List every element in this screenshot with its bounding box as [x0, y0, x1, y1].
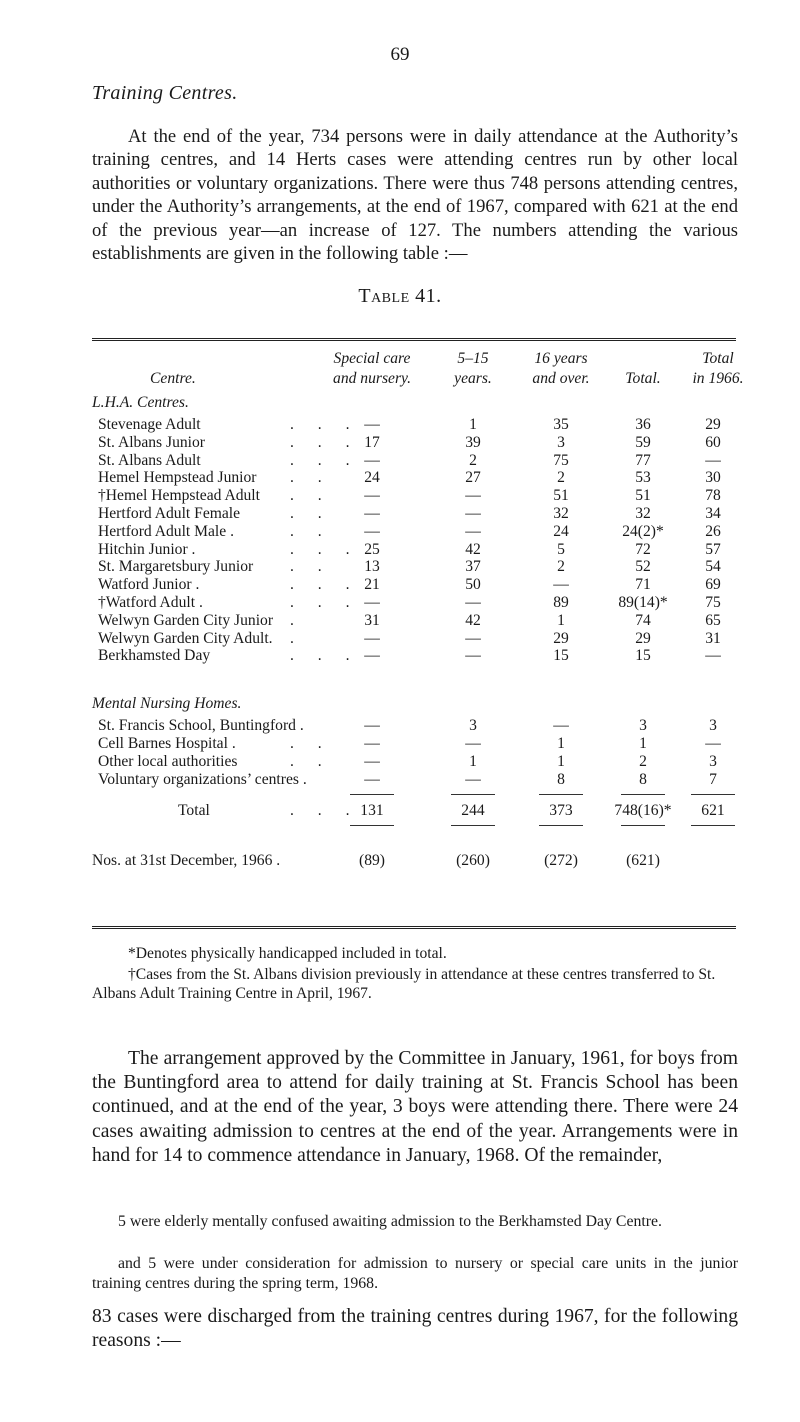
- cell-total-1966: 31: [705, 629, 721, 647]
- cell-5-15: 39: [465, 433, 481, 451]
- cell-special-care: 31: [364, 611, 380, 629]
- cell-total: 36: [635, 416, 651, 433]
- cell-16-over: 1: [557, 735, 565, 752]
- cell-special-care: —: [364, 735, 380, 752]
- row-leader-dots: . . .: [290, 540, 360, 558]
- cell-5-15: 2: [469, 451, 477, 469]
- header-16-years: 16 years: [534, 350, 588, 367]
- row-leader-dots: . .: [290, 558, 332, 576]
- footnote-transferred: †Cases from the St. Albans division previously in attendance at these centres transferred to St. Albans Adult Training Centre in April, 1967.: [92, 966, 716, 1002]
- header-16-years-2: and over.: [532, 370, 590, 387]
- row-leader-dots: . .: [290, 735, 332, 752]
- cell-total-1966: —: [705, 647, 721, 665]
- row-centre-name: Hertford Adult Female: [98, 505, 241, 522]
- cell-special-care: —: [364, 717, 380, 735]
- cell-5-15: —: [465, 487, 481, 505]
- cell-16-over: —: [553, 576, 569, 594]
- row-centre-name: Welwyn Garden City Adult.: [98, 629, 273, 647]
- footnote-handicapped: *Denotes physically handicapped included in total.: [128, 945, 447, 962]
- cell-5-15: —: [465, 735, 481, 752]
- total-rule: [621, 794, 665, 795]
- sub-item-nursery: and 5 were under consideration for admission to nursery or special care units in the junior training centres during the spring term, 1968.: [92, 1255, 738, 1292]
- cell-total: 74: [635, 611, 651, 629]
- total-16-over: 373: [549, 802, 573, 819]
- cell-16-over: 5: [557, 540, 565, 558]
- cell-total-1966: —: [705, 735, 721, 752]
- header-special-care: Special care: [333, 350, 411, 367]
- cell-special-care: —: [364, 522, 380, 540]
- cell-special-care: —: [364, 487, 380, 505]
- cell-special-care: 25: [364, 540, 380, 558]
- table-title: Table 41.: [358, 285, 442, 307]
- cell-total-1966: 30: [705, 469, 721, 487]
- total-rule: [621, 825, 665, 826]
- cell-total: 8: [639, 770, 647, 788]
- cell-total-1966: 26: [705, 522, 721, 540]
- cell-total-1966: 29: [705, 416, 721, 433]
- row-centre-name: †Watford Adult .: [98, 594, 203, 611]
- cell-total: 71: [635, 576, 651, 594]
- row-leader-dots: . .: [290, 752, 332, 770]
- row-centre-name: †Hemel Hempstead Adult: [98, 487, 260, 505]
- cell-16-over: 3: [557, 433, 565, 451]
- cell-total: 59: [635, 433, 651, 451]
- cell-total-1966: 60: [705, 433, 721, 451]
- prev-total: (621): [626, 852, 660, 869]
- cell-total-1966: 57: [705, 540, 721, 558]
- cell-total: 72: [635, 540, 651, 558]
- row-centre-name: Hemel Hempstead Junior: [98, 469, 257, 487]
- cell-total-1966: 34: [705, 505, 721, 522]
- total-rule: [451, 794, 495, 795]
- cell-total: 1: [639, 735, 647, 752]
- cell-16-over: 15: [553, 647, 569, 665]
- row-leader-dots: . .: [290, 487, 332, 505]
- paragraph-discharged: 83 cases were discharged from the training centres during 1967, for the following reasons :—: [92, 1306, 738, 1352]
- total-rule: [691, 825, 735, 826]
- header-5-15-2: years.: [454, 370, 492, 387]
- total-total-1966: 621: [701, 802, 725, 819]
- cell-total-1966: 7: [709, 770, 717, 788]
- table-bottom-rule: [92, 926, 736, 929]
- header-centre: Centre.: [150, 370, 196, 387]
- row-leader-dots: . . .: [290, 576, 360, 594]
- cell-total: 51: [635, 487, 651, 505]
- header-total-1966: Total: [702, 350, 734, 367]
- cell-16-over: 51: [553, 487, 569, 505]
- header-5-15: 5–15: [457, 350, 489, 367]
- total-special-care: 131: [360, 802, 384, 819]
- cell-5-15: 50: [465, 576, 481, 594]
- cell-total-1966: 3: [709, 717, 717, 735]
- cell-5-15: 3: [469, 717, 477, 735]
- cell-total: 3: [639, 717, 647, 735]
- cell-special-care: —: [364, 416, 380, 433]
- cell-16-over: —: [553, 717, 569, 735]
- cell-total: 89(14)*: [618, 594, 668, 611]
- cell-special-care: —: [364, 770, 380, 788]
- cell-total: 53: [635, 469, 651, 487]
- paragraph-buntingford: The arrangement approved by the Committee in January, 1961, for boys from the Buntingford area to attend for daily training at St. Francis School has been continued, and at the end of the year, 3 boys were attending there. There were 24 cases awaiting admission to centres at the end of the year. Arrangements were in hand for 14 to commence attendance in January, 1968. Of the remainder,: [92, 1048, 738, 1166]
- total-rule: [691, 794, 735, 795]
- cell-special-care: —: [364, 752, 380, 770]
- cell-5-15: —: [465, 629, 481, 647]
- cell-total-1966: 65: [705, 611, 721, 629]
- row-leader-dots: . .: [290, 505, 332, 522]
- cell-special-care: —: [364, 451, 380, 469]
- cell-5-15: —: [465, 594, 481, 611]
- cell-total-1966: 69: [705, 576, 721, 594]
- cell-16-over: 8: [557, 770, 565, 788]
- cell-special-care: —: [364, 647, 380, 665]
- row-centre-name: St. Margaretsbury Junior: [98, 558, 254, 576]
- group-label: L.H.A. Centres.: [92, 394, 189, 411]
- row-leader-dots: . . .: [290, 416, 360, 433]
- row-leader-dots: . . .: [290, 594, 360, 611]
- row-centre-name: Voluntary organizations’ centres .: [98, 770, 307, 788]
- row-centre-name: Cell Barnes Hospital .: [98, 735, 236, 752]
- group-label: Mental Nursing Homes.: [92, 695, 242, 713]
- cell-total: 77: [635, 451, 651, 469]
- cell-total: 32: [635, 505, 651, 522]
- header-special-care-2: and nursery.: [333, 370, 411, 387]
- cell-16-over: 75: [553, 451, 569, 469]
- cell-5-15: 42: [465, 540, 481, 558]
- row-centre-name: St. Francis School, Buntingford .: [98, 717, 304, 735]
- cell-total-1966: 54: [705, 558, 721, 576]
- cell-total: 29: [635, 629, 651, 647]
- section-title: Training Centres.: [92, 82, 238, 104]
- sub-item-berkhamsted: 5 were elderly mentally confused awaiting admission to the Berkhamsted Day Centre.: [118, 1213, 662, 1230]
- cell-special-care: 13: [364, 558, 380, 576]
- total-rule: [350, 794, 394, 795]
- prev-special-care: (89): [359, 852, 385, 869]
- cell-total: 15: [635, 647, 651, 665]
- row-leader-dots: . . .: [290, 647, 360, 665]
- cell-5-15: —: [465, 505, 481, 522]
- prev-16-over: (272): [544, 852, 578, 869]
- row-centre-name: St. Albans Junior: [98, 433, 206, 451]
- row-centre-name: Stevenage Adult: [98, 416, 201, 433]
- cell-5-15: 42: [465, 611, 481, 629]
- prev-5-15: (260): [456, 852, 490, 869]
- page-number: 69: [390, 44, 410, 65]
- cell-16-over: 24: [553, 522, 569, 540]
- cell-16-over: 2: [557, 469, 565, 487]
- cell-total-1966: —: [705, 451, 721, 469]
- cell-5-15: —: [465, 770, 481, 788]
- cell-total: 2: [639, 752, 647, 770]
- total-rule: [539, 825, 583, 826]
- cell-total-1966: 75: [705, 594, 721, 611]
- cell-16-over: 2: [557, 558, 565, 576]
- cell-16-over: 35: [553, 416, 569, 433]
- cell-special-care: 21: [364, 576, 380, 594]
- row-leader-dots: . .: [290, 469, 332, 487]
- row-leader-dots: . . .: [290, 433, 360, 451]
- total-5-15: 244: [461, 802, 485, 819]
- row-centre-name: Other local authorities: [98, 752, 238, 770]
- row-centre-name: Welwyn Garden City Junior: [98, 611, 274, 629]
- prev-year-label: Nos. at 31st December, 1966 .: [92, 852, 281, 869]
- row-leader-dots: .: [290, 629, 304, 647]
- total-rule: [539, 794, 583, 795]
- cell-special-care: —: [364, 594, 380, 611]
- total-total: 748(16)*: [614, 802, 672, 819]
- cell-special-care: —: [364, 505, 380, 522]
- cell-total: 52: [635, 558, 651, 576]
- row-centre-name: St. Albans Adult: [98, 451, 201, 469]
- header-total: Total.: [625, 370, 661, 387]
- cell-16-over: 32: [553, 505, 569, 522]
- total-leader-dots: . . .: [290, 802, 360, 819]
- cell-16-over: 1: [557, 752, 565, 770]
- total-label: Total: [178, 802, 210, 819]
- cell-total-1966: 78: [705, 487, 721, 505]
- row-centre-name: Hitchin Junior .: [98, 540, 196, 558]
- cell-5-15: —: [465, 647, 481, 665]
- cell-5-15: 1: [469, 416, 477, 433]
- row-leader-dots: . .: [290, 522, 332, 540]
- cell-special-care: 24: [364, 469, 380, 487]
- cell-5-15: 1: [469, 752, 477, 770]
- cell-total-1966: 3: [709, 752, 717, 770]
- row-centre-name: Watford Junior .: [98, 576, 200, 594]
- cell-special-care: —: [364, 629, 380, 647]
- cell-16-over: 29: [553, 629, 569, 647]
- cell-5-15: 37: [465, 558, 481, 576]
- row-centre-name: Berkhamsted Day: [98, 647, 211, 665]
- cell-16-over: 89: [553, 594, 569, 611]
- cell-total: 24(2)*: [622, 522, 664, 540]
- cell-special-care: 17: [364, 433, 380, 451]
- row-leader-dots: .: [290, 611, 304, 629]
- header-total-1966-2: in 1966.: [692, 370, 744, 387]
- total-rule: [451, 825, 495, 826]
- cell-16-over: 1: [557, 611, 565, 629]
- row-centre-name: Hertford Adult Male .: [98, 522, 234, 540]
- total-rule: [350, 825, 394, 826]
- cell-5-15: —: [465, 522, 481, 540]
- row-leader-dots: . . .: [290, 451, 360, 469]
- cell-5-15: 27: [465, 469, 481, 487]
- intro-paragraph: At the end of the year, 734 persons were in daily attendance at the Authority’s training centres, and 14 Herts cases were attending centres run by other local authorities or voluntary organizations. There were thus 748 persons attending centres, under the Authority’s arrangements, at the end of 1967, compared with 621 at the end of the previous year—an increase of 127. The numbers attending the various establishments are given in the following table :—: [92, 126, 738, 265]
